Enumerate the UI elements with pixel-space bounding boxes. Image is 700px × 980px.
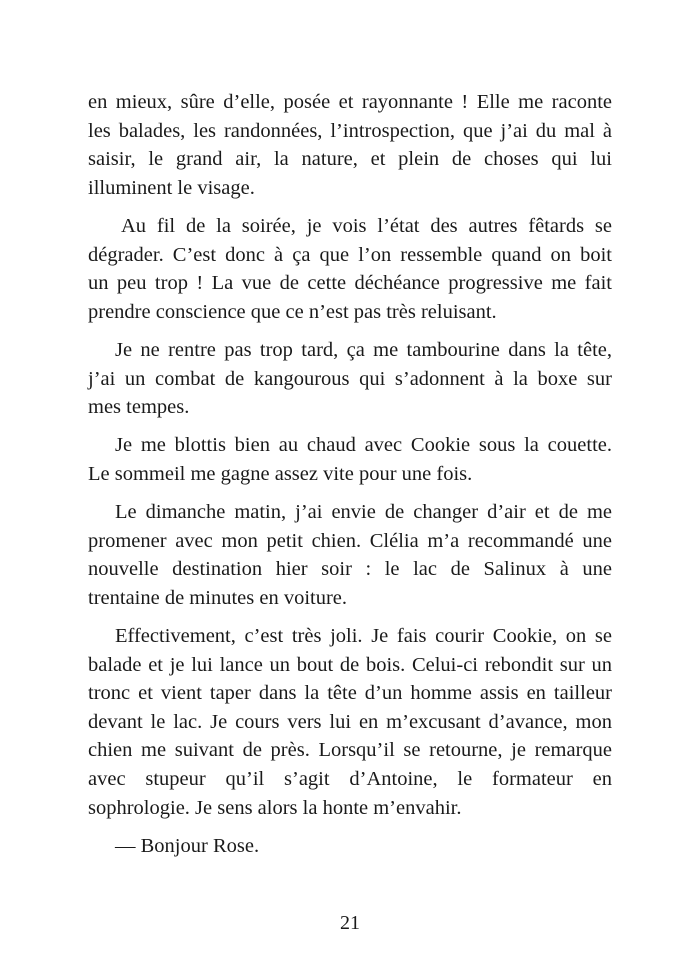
text-line: dégrader. C’est donc à ça que l’on ressemble quand on boit xyxy=(88,243,612,266)
text-line: Le sommeil me gagne assez vite pour une fois. xyxy=(88,462,473,485)
text-line: illuminent le visage. xyxy=(88,176,255,199)
paragraph xyxy=(88,832,612,861)
text-line: avec stupeur qu’il s’agit d’Antoine, le formateur en xyxy=(88,768,612,791)
text-line: sophrologie. Je sens alors la honte m’envahir. xyxy=(88,796,462,819)
text-line: devant le lac. Je cours vers lui en m’excusant d’avance, mon xyxy=(88,710,612,733)
text-line: promener avec mon petit chien. Clélia m’a recommandé une xyxy=(88,529,612,552)
text-line: Au fil de la soirée, je vois l’état des autres fêtards se xyxy=(121,214,612,237)
text-line: saisir, le grand air, la nature, et plein de choses qui lui xyxy=(88,148,612,171)
text-line: tronc et vient taper dans la tête d’un homme assis en tailleur xyxy=(88,682,612,705)
text-line: nouvelle destination hier soir : le lac de Salinux à une xyxy=(88,558,612,581)
text-line: balade et je lui lance un bout de bois. Celui-ci rebondit sur un xyxy=(88,653,612,676)
paragraph xyxy=(88,498,612,612)
paragraph xyxy=(88,212,612,326)
text-line: les balades, les randonnées, l’introspection, que j’ai du mal à xyxy=(88,119,612,142)
text-line: trentaine de minutes en voiture. xyxy=(88,586,348,609)
text-line: j’ai un combat de kangourous qui s’adonnent à la boxe sur xyxy=(88,367,612,390)
page-number: 21 xyxy=(340,912,360,934)
body-text xyxy=(88,88,612,870)
text-line: Je me blottis bien au chaud avec Cookie sous la couette. xyxy=(115,434,612,457)
text-line: mes tempes. xyxy=(88,396,190,419)
text-line: un peu trop ! La vue de cette déchéance progressive me fait xyxy=(88,272,612,295)
text-line: — Bonjour Rose. xyxy=(115,834,260,857)
text-line: prendre conscience que ce n’est pas très reluisant. xyxy=(88,300,497,323)
paragraph xyxy=(88,336,612,422)
text-line: chien me suivant de près. Lorsqu’il se retourne, je remarque xyxy=(88,739,612,762)
text-line: Effectivement, c’est très joli. Je fais courir Cookie, on se xyxy=(115,625,612,648)
paragraph xyxy=(88,622,612,822)
paragraph xyxy=(88,431,612,488)
text-line: Je ne rentre pas trop tard, ça me tambourine dans la tête, xyxy=(115,338,612,361)
text-line: en mieux, sûre d’elle, posée et rayonnante ! Elle me raconte xyxy=(88,91,612,113)
text-line: Le dimanche matin, j’ai envie de changer d’air et de me xyxy=(115,501,612,524)
paragraph xyxy=(88,88,612,202)
